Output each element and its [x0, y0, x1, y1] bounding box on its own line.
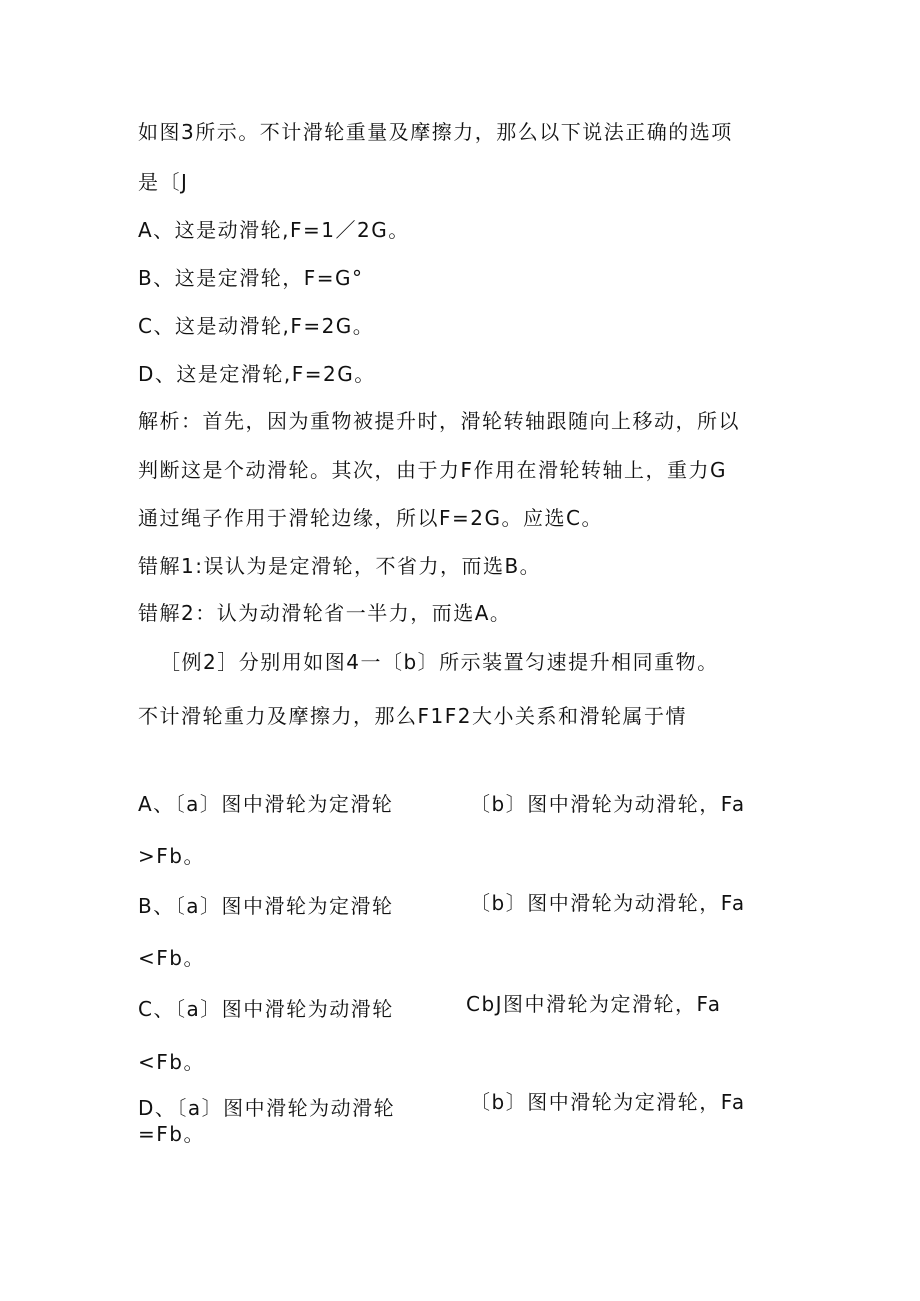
q1-option-b: B、这是定滑轮，F=G°: [138, 266, 364, 290]
q2-option-b-tail: <Fb。: [138, 946, 205, 970]
q2-stem-line1: ［例2］分别用如图4一〔b〕所示装置匀速提升相同重物。: [160, 650, 719, 674]
q1-option-d: D、这是定滑轮,F=2G。: [138, 362, 376, 386]
q2-option-a-tail: >Fb。: [138, 844, 205, 868]
q1-analysis-line1: 解析：首先，因为重物被提升时，滑轮转轴跟随向上移动，所以: [138, 409, 740, 433]
q1-option-a: A、这是动滑轮,F=1／2G。: [138, 218, 410, 242]
q2-option-c-left: C、〔a〕图中滑轮为动滑轮: [138, 997, 394, 1021]
q2-option-a-left: A、〔a〕图中滑轮为定滑轮: [138, 792, 394, 816]
q2-option-c-right: CbJ图中滑轮为定滑轮，Fa: [466, 992, 722, 1016]
q1-wrong-answer-1: 错解1:误认为是定滑轮，不省力，而选B。: [138, 554, 542, 578]
q2-option-a-right: 〔b〕图中滑轮为动滑轮，Fa: [470, 792, 746, 816]
q1-option-c: C、这是动滑轮,F=2G。: [138, 314, 375, 338]
q2-option-d-tail: =Fb。: [138, 1122, 205, 1146]
q1-analysis-line3: 通过绳子作用于滑轮边缘，所以F=2G。应选C。: [138, 506, 603, 530]
q1-stem-line1: 如图3所示。不计滑轮重量及摩擦力，那么以下说法正确的选项: [138, 120, 733, 144]
q1-wrong-answer-2: 错解2：认为动滑轮省一半力，而选A。: [138, 601, 512, 625]
q2-option-d-left: D、〔a〕图中滑轮为动滑轮: [138, 1096, 396, 1120]
q2-option-c-tail: <Fb。: [138, 1050, 205, 1074]
q2-option-b-left: B、〔a〕图中滑轮为定滑轮: [138, 894, 394, 918]
q1-stem-line2: 是〔J: [138, 170, 189, 194]
q2-stem-line2: 不计滑轮重力及摩擦力，那么F1F2大小关系和滑轮属于情: [138, 704, 687, 728]
q1-analysis-line2: 判断这是个动滑轮。其次，由于力F作用在滑轮转轴上，重力G: [138, 458, 728, 482]
q2-option-d-clipped-row: [0, 1080, 920, 1120]
q2-option-b-right: 〔b〕图中滑轮为动滑轮，Fa: [470, 891, 746, 915]
q2-option-d-right: 〔b〕图中滑轮为定滑轮，Fa: [470, 1090, 746, 1114]
